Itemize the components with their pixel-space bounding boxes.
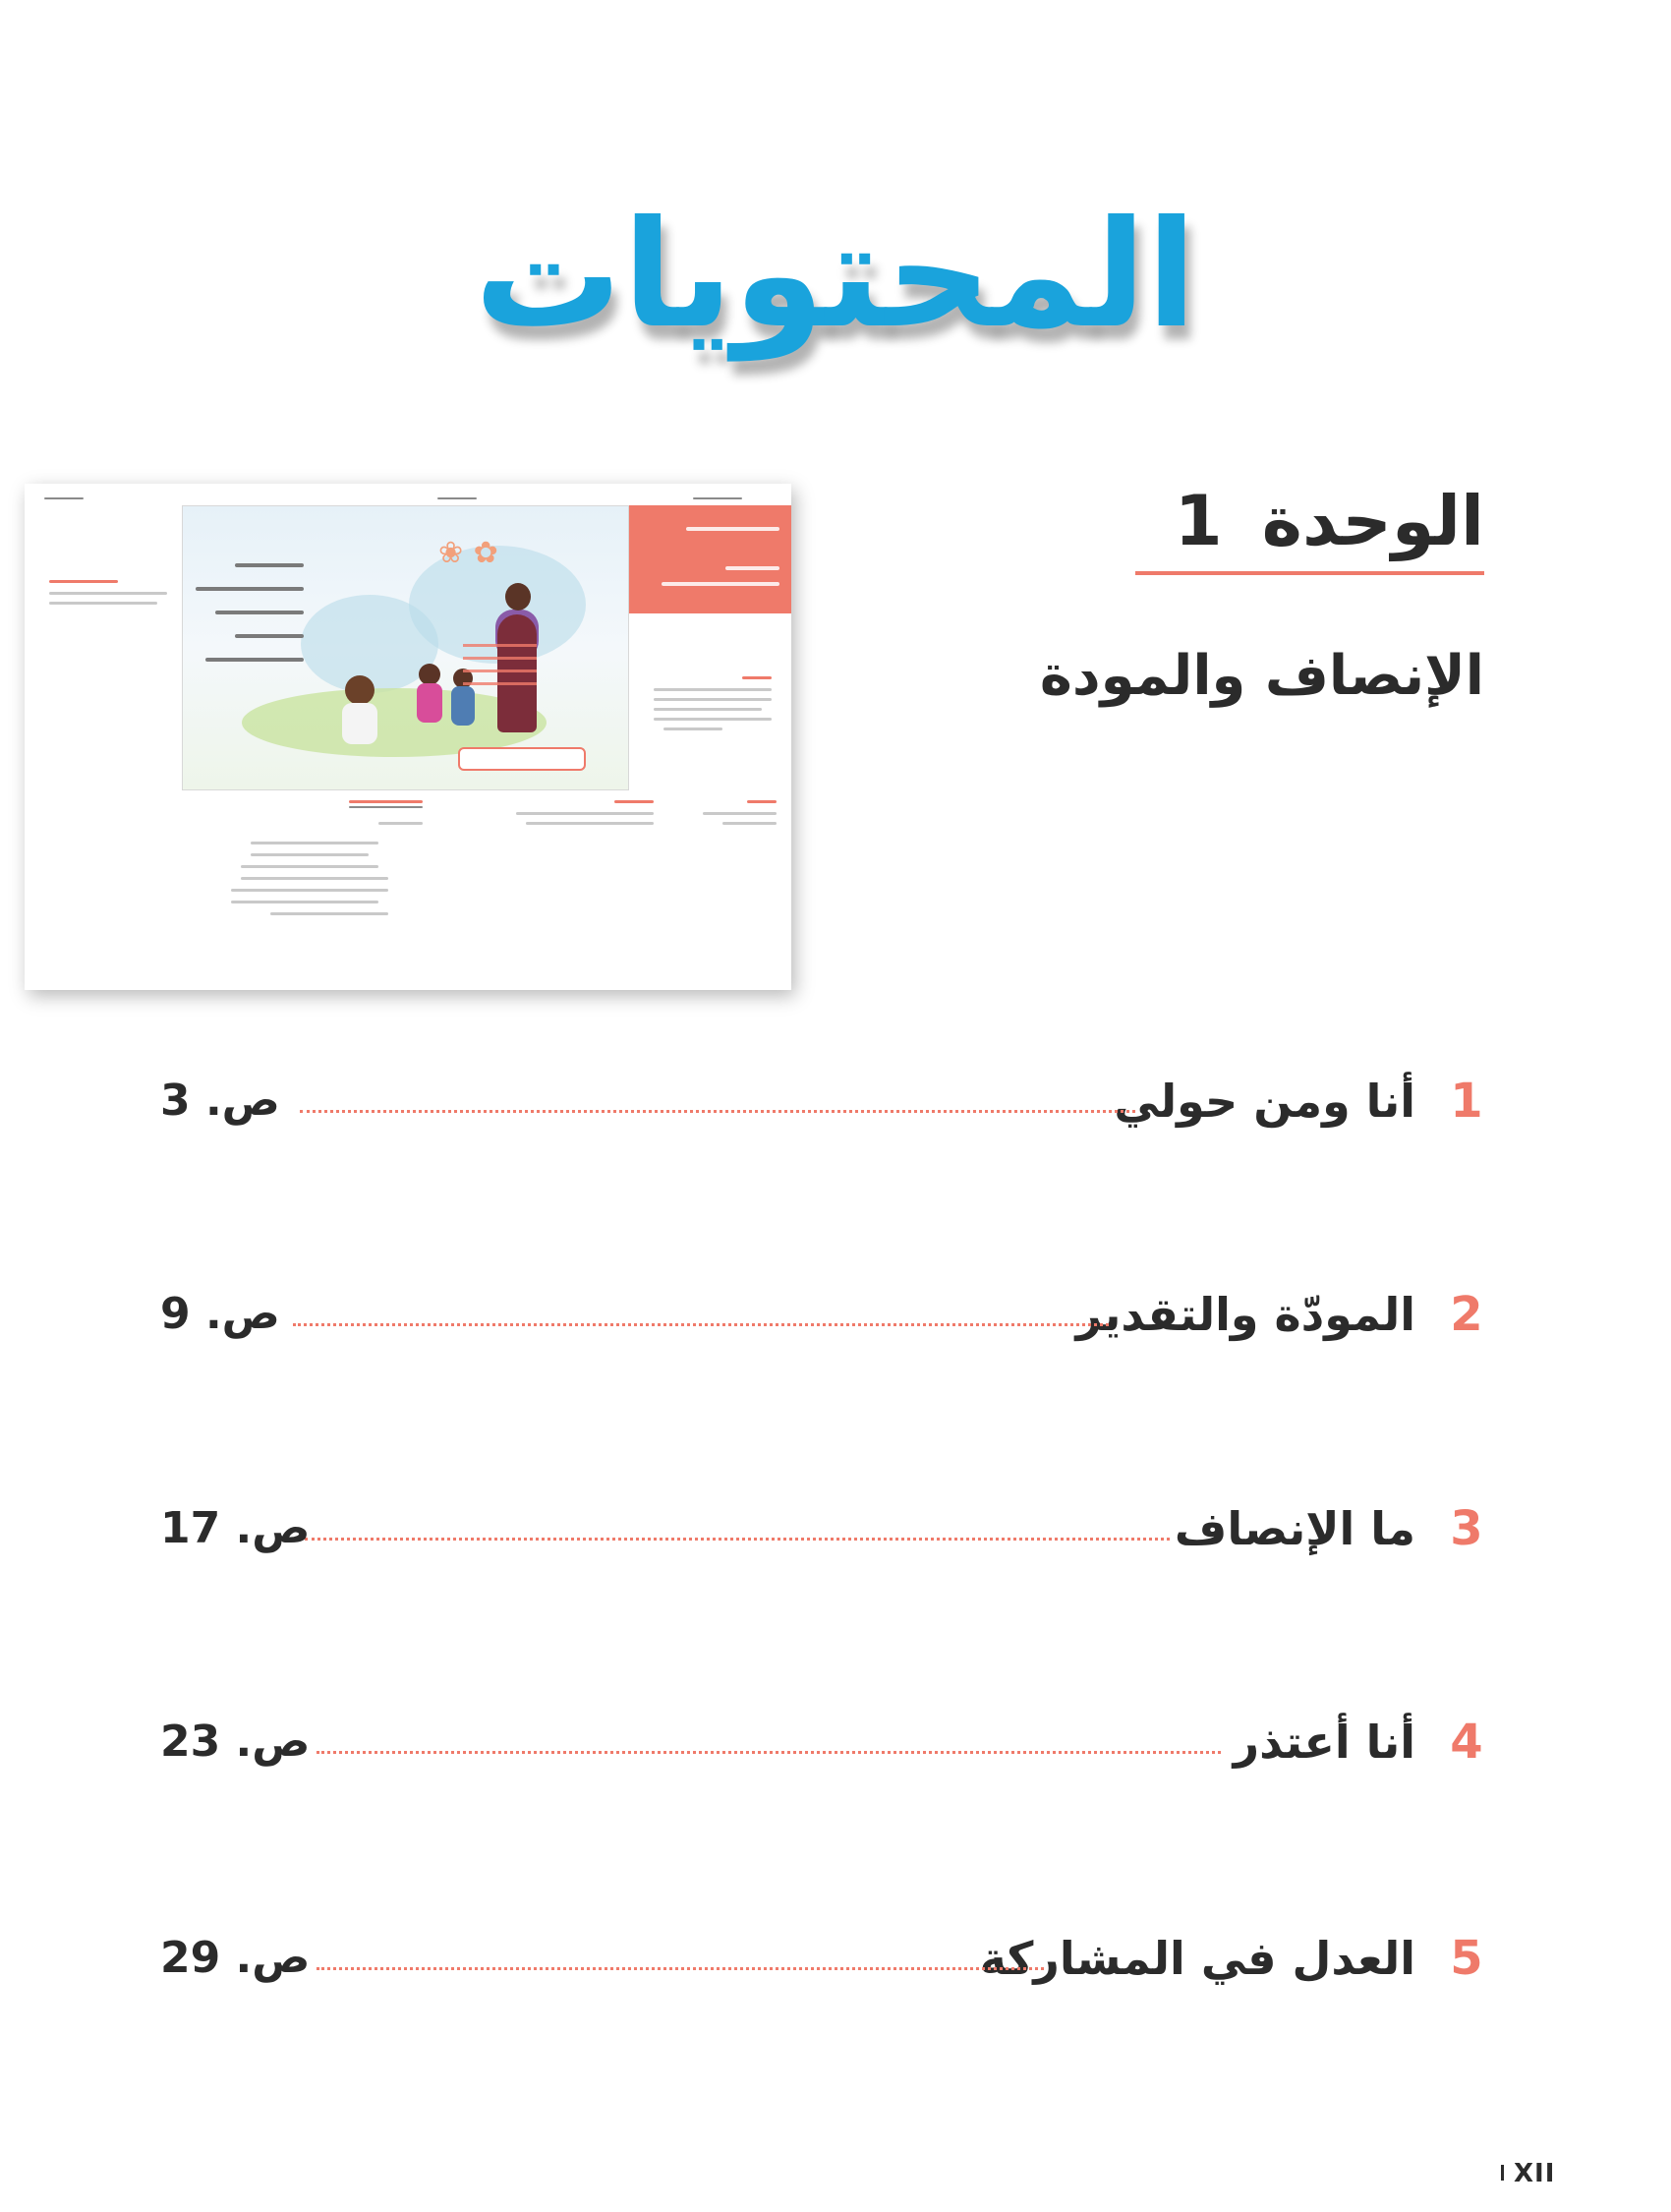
toc-item-page: ص. 29: [160, 1933, 311, 1983]
unit-panel: [629, 505, 791, 613]
toc-dot-leader: [305, 1538, 1170, 1541]
toc-item-page: ص. 9: [160, 1289, 280, 1339]
unit-number: 1: [1174, 481, 1223, 561]
toc-item-title: العدل في المشاركة: [979, 1932, 1415, 1985]
toc-item-title: أنا أعتذر: [1233, 1716, 1415, 1769]
toc-item[interactable]: [0, 1924, 1671, 1993]
unit-preview-thumbnail: [25, 484, 791, 990]
toc-dot-leader: [300, 1110, 1135, 1113]
toc-item-page: ص. 3: [160, 1076, 280, 1126]
toc-item-number: 4: [1450, 1715, 1483, 1770]
toc-item-number: 5: [1450, 1931, 1483, 1986]
toc-item-number: 1: [1450, 1074, 1483, 1129]
unit-subtitle: الإنصاف والمودة: [1039, 644, 1484, 708]
illustration: [182, 505, 629, 790]
toc-item-number: 3: [1450, 1501, 1483, 1556]
toc-item[interactable]: [0, 1494, 1671, 1563]
toc-dot-leader: [317, 1751, 1221, 1754]
toc-item-page: ص. 17: [160, 1503, 311, 1553]
toc-item[interactable]: [0, 1708, 1671, 1776]
toc-item-title: ما الإنصاف: [1174, 1502, 1415, 1555]
toc-item[interactable]: [0, 1280, 1671, 1349]
unit-underline: [1135, 571, 1484, 575]
toc-item[interactable]: [0, 1067, 1671, 1135]
toc-item-title: أنا ومن حولي: [1114, 1075, 1415, 1128]
toc-item-title: المودّة والتقدير: [1075, 1288, 1415, 1341]
page-number-divider: [1501, 2165, 1504, 2181]
toc-item-number: 2: [1450, 1287, 1483, 1342]
unit-label: الوحدة: [1261, 481, 1484, 561]
page-title: المحتويات: [474, 190, 1197, 361]
page-number: XII: [1514, 2159, 1556, 2188]
unit-heading: [1174, 481, 1484, 561]
toc-dot-leader: [293, 1323, 1109, 1326]
toc-item-page: ص. 23: [160, 1717, 311, 1767]
illustration-title-art: ✿ ❀: [438, 536, 498, 570]
toc-dot-leader: [317, 1967, 1044, 1970]
